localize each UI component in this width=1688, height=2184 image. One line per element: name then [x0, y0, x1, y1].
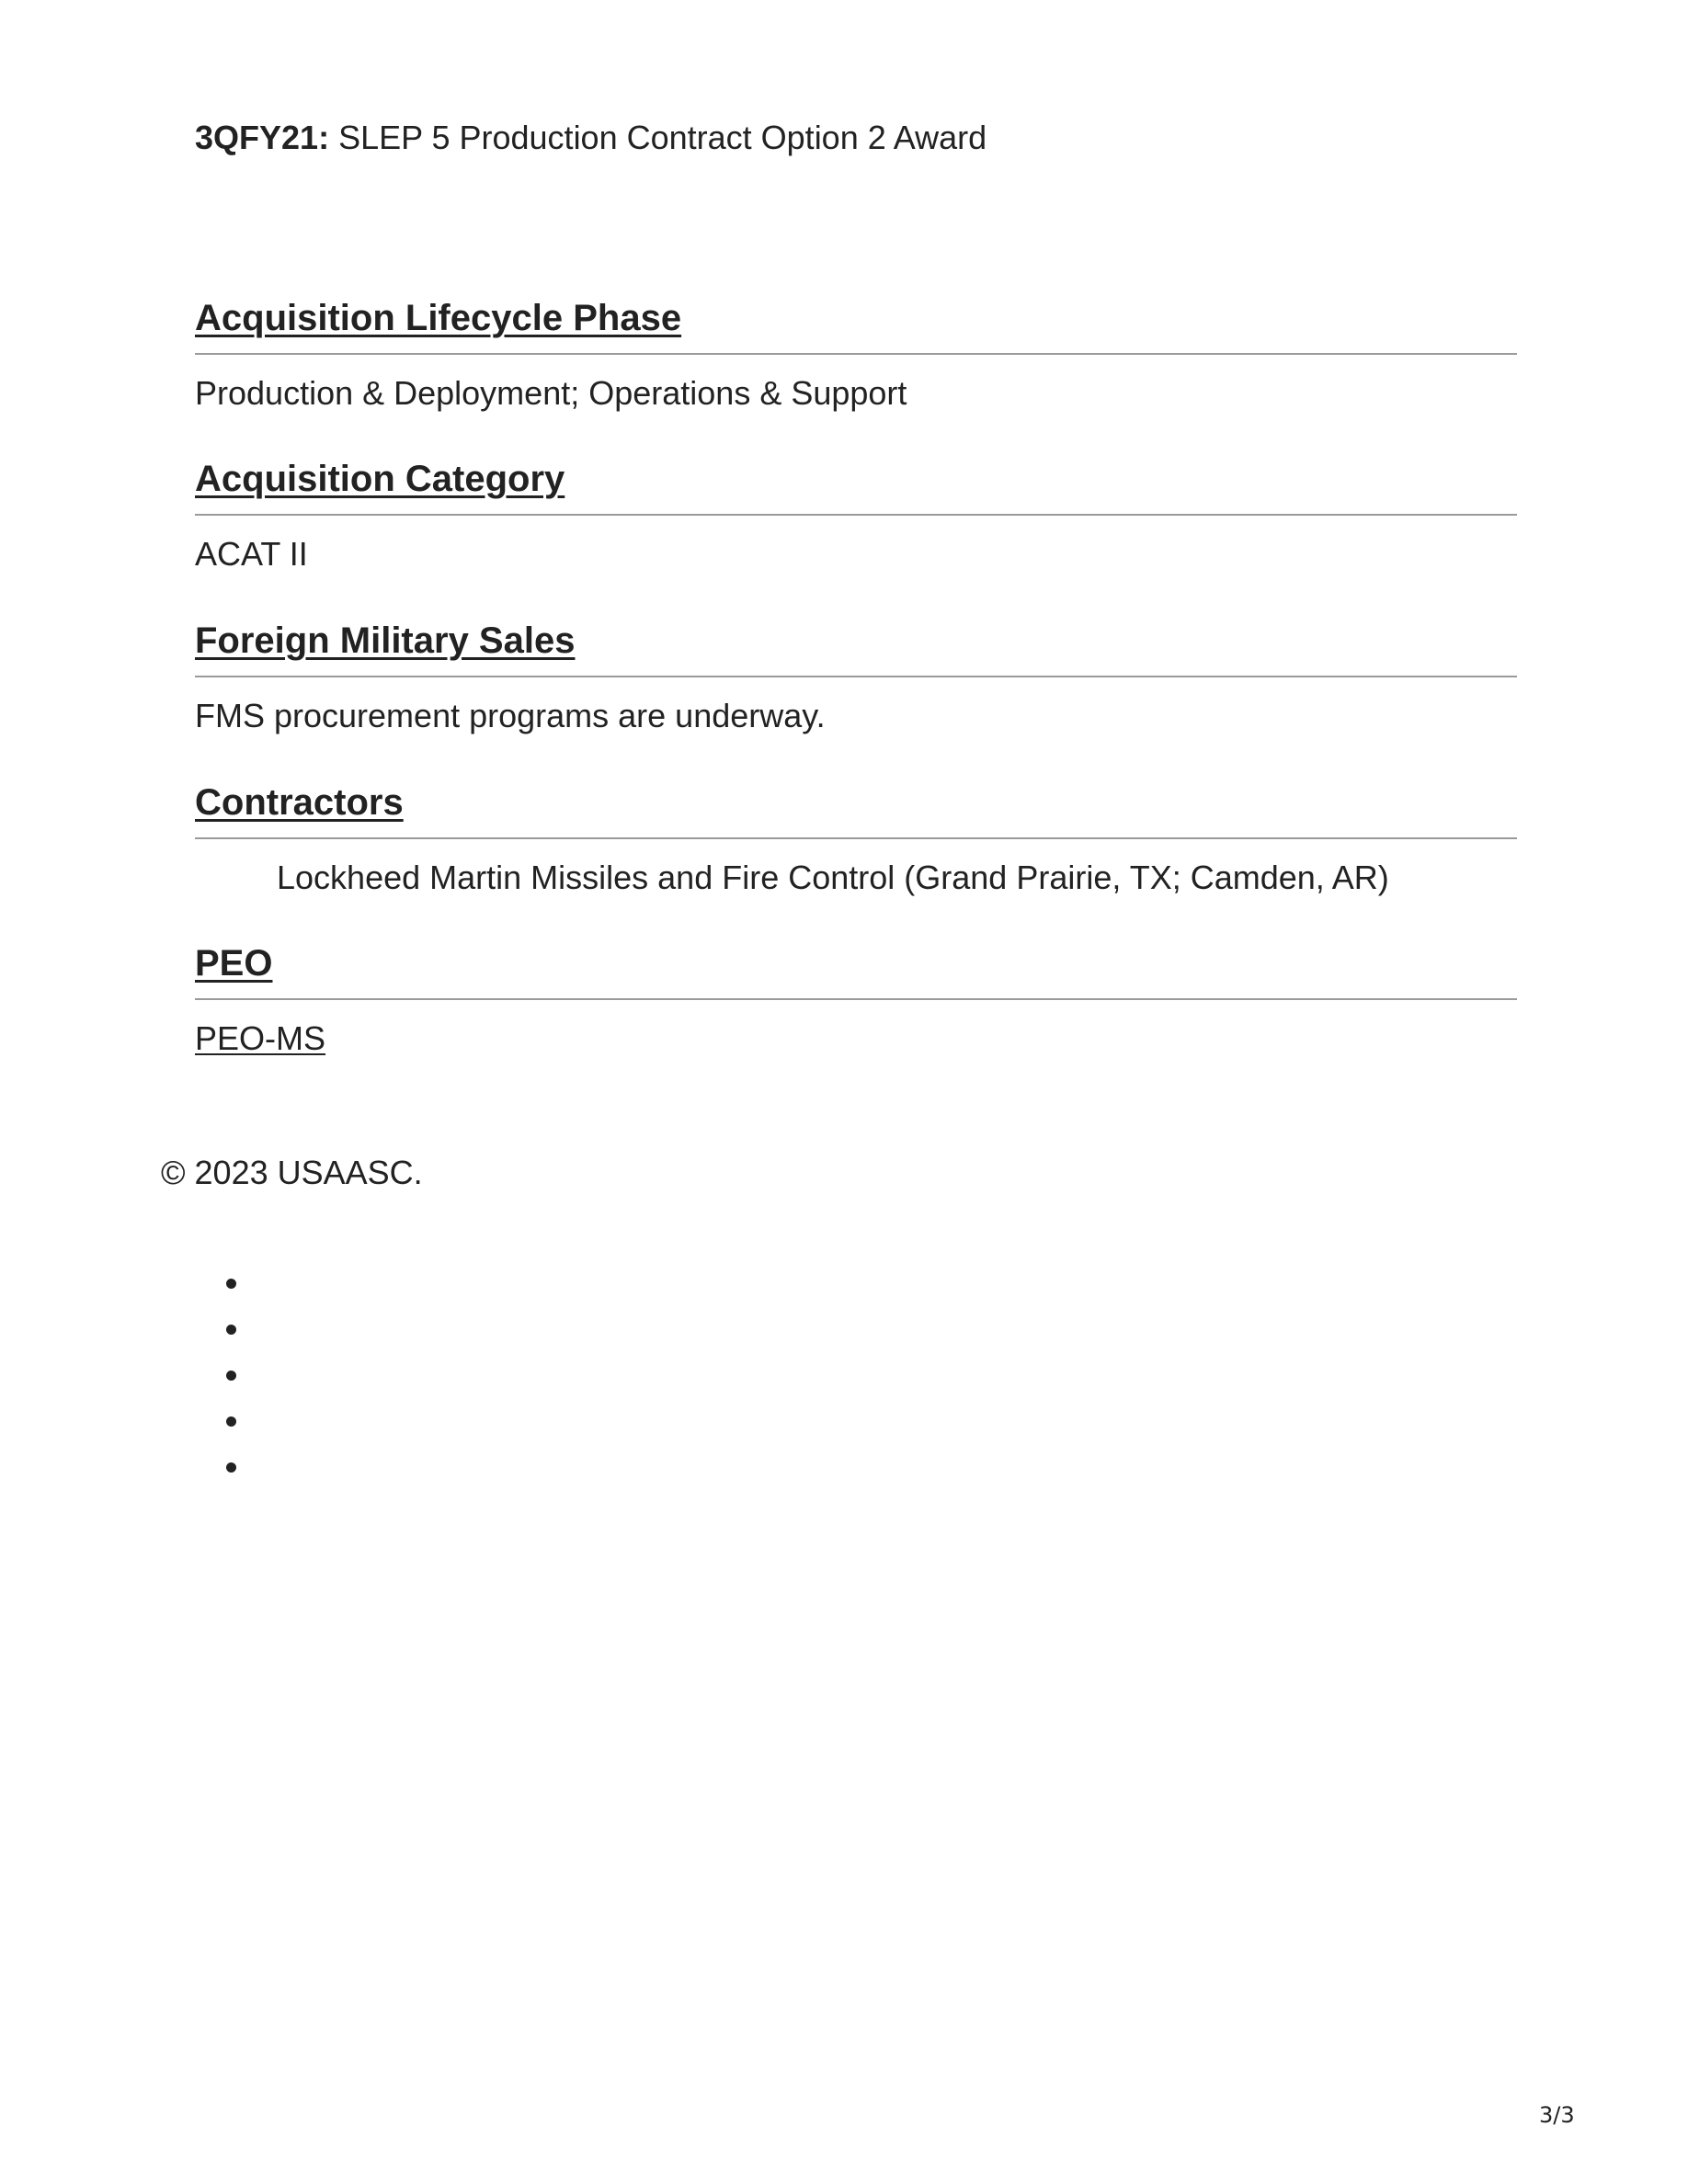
section-contractors [195, 780, 1517, 898]
section-value: FMS procurement programs are underway. [195, 697, 826, 734]
bullet-icon [226, 1371, 236, 1381]
section-heading: Acquisition Category [195, 457, 1517, 516]
peo-link[interactable]: PEO-MS [195, 1019, 326, 1057]
bullet-icon [226, 1279, 236, 1289]
bullet-icon [226, 1325, 236, 1335]
milestone-label: 3QFY21: [195, 119, 330, 156]
section-value: ACAT II [195, 535, 308, 573]
section-heading: Foreign Military Sales [195, 619, 1517, 677]
bullet-icon [226, 1416, 236, 1427]
section-heading: Contractors [195, 780, 1517, 839]
section-value: Production & Deployment; Operations & Support [195, 374, 907, 412]
section-heading: Acquisition Lifecycle Phase [195, 296, 1517, 355]
milestone-text: SLEP 5 Production Contract Option 2 Award [329, 119, 987, 156]
page-number: 3/3 [1539, 2102, 1575, 2128]
section-peo [195, 941, 1517, 1059]
section-heading: PEO [195, 941, 1517, 1000]
milestone-line [195, 118, 987, 158]
copyright-notice: © 2023 USAASC. [161, 1154, 423, 1191]
section-foreign-military-sales [195, 619, 1517, 736]
section-acquisition-category [195, 457, 1517, 574]
section-lifecycle-phase [195, 296, 1517, 414]
contractor-entry: Lockheed Martin Missiles and Fire Control (Grand Prairie, TX; Camden, AR) [277, 859, 1389, 896]
bullet-icon [226, 1462, 236, 1473]
